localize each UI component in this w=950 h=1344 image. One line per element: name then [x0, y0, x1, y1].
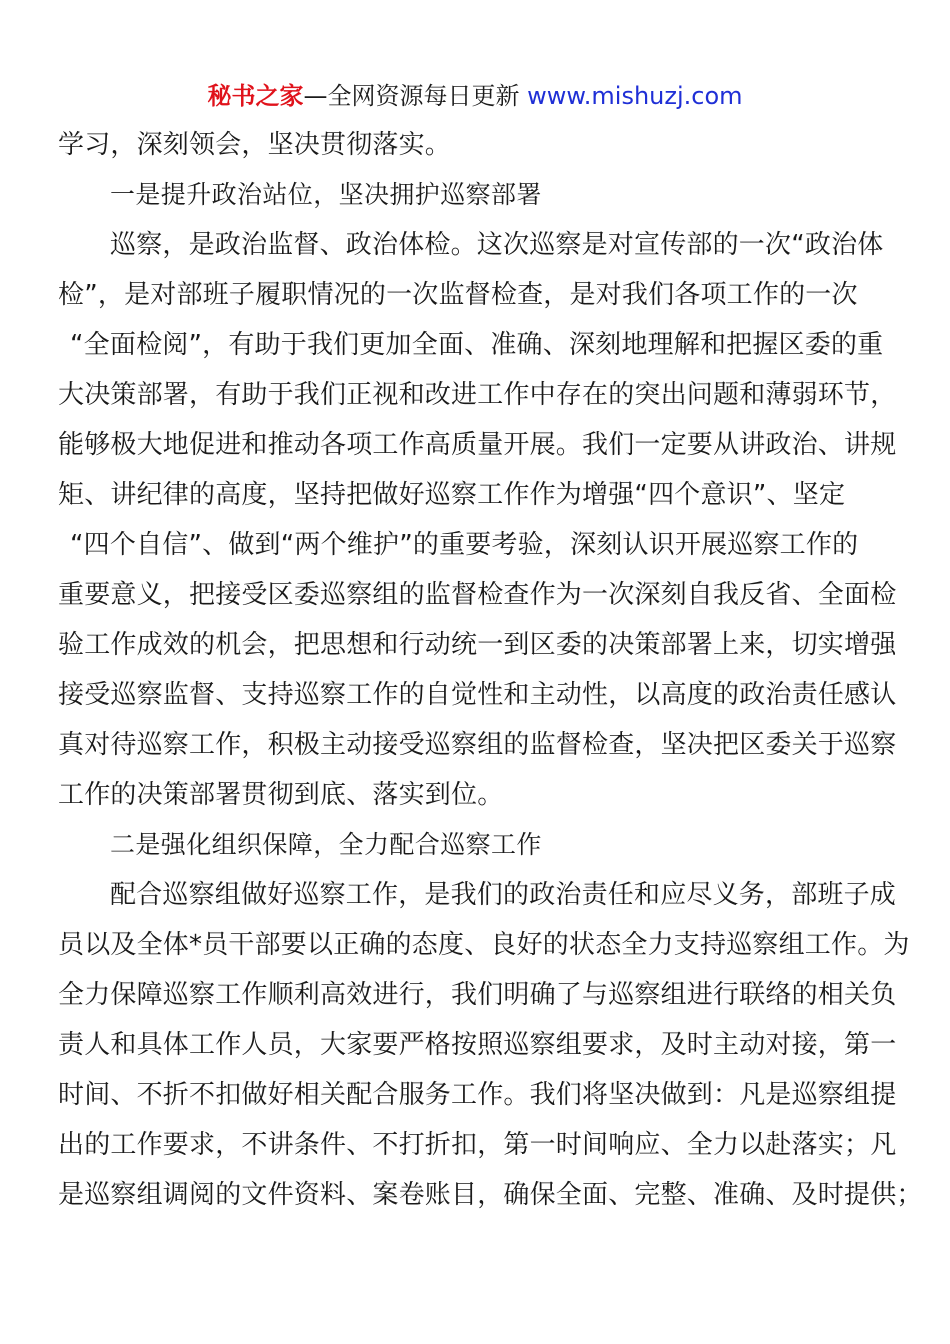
body-line: 配合巡察组做好巡察工作，是我们的政治责任和应尽义务，部班子成 [110, 880, 897, 910]
body-line: 验工作成效的机会，把思想和行动统一到区委的决策部署上来，切实增强 [58, 630, 897, 660]
body-line: 重要意义，把接受区委巡察组的监督检查作为一次深刻自我反省、全面检 [58, 580, 897, 610]
body-line: 是巡察组调阅的文件资料、案卷账目，确保全面、完整、准确、及时提供； [58, 1180, 923, 1210]
body-line: “四个自信”、做到“两个维护”的重要考验，深刻认识开展巡察工作的 [70, 530, 859, 560]
body-line: 巡察，是政治监督、政治体检。这次巡察是对宣传部的一次“政治体 [110, 230, 884, 260]
site-url: www.mishuzj.com [527, 82, 743, 110]
header-slogan: —全网资源每日更新 [303, 82, 528, 110]
body-line: 责人和具体工作人员，大家要严格按照巡察组要求，及时主动对接，第一 [58, 1030, 897, 1060]
body-line: 员以及全体*员干部要以正确的态度、良好的状态全力支持巡察组工作。为 [58, 930, 910, 960]
site-header [0, 80, 950, 112]
body-line: 大决策部署，有助于我们正视和改进工作中存在的突出问题和薄弱环节， [58, 380, 897, 410]
body-line: 学习，深刻领会，坚决贯彻落实。 [58, 130, 452, 160]
body-line: 全力保障巡察工作顺利高效进行，我们明确了与巡察组进行联络的相关负 [58, 980, 897, 1010]
body-line: 接受巡察监督、支持巡察工作的自觉性和主动性，以高度的政治责任感认 [58, 680, 897, 710]
body-line: 检”，是对部班子履职情况的一次监督检查，是对我们各项工作的一次 [58, 280, 858, 310]
body-line: 出的工作要求，不讲条件、不打折扣，第一时间响应、全力以赴落实；凡 [58, 1130, 897, 1160]
section-heading: 二是强化组织保障，全力配合巡察工作 [110, 830, 542, 859]
body-line: 能够极大地促进和推动各项工作高质量开展。我们一定要从讲政治、讲规 [58, 430, 897, 460]
body-line: 真对待巡察工作，积极主动接受巡察组的监督检查，坚决把区委关于巡察 [58, 730, 897, 760]
body-line: 矩、讲纪律的高度，坚持把做好巡察工作作为增强“四个意识”、坚定 [58, 480, 846, 510]
section-heading: 一是提升政治站位，坚决拥护巡察部署 [110, 180, 542, 209]
body-line: 工作的决策部署贯彻到底、落实到位。 [58, 780, 504, 810]
body-line: 时间、不折不扣做好相关配合服务工作。我们将坚决做到：凡是巡察组提 [58, 1080, 897, 1110]
brand-name: 秘书之家 [207, 82, 304, 110]
body-line: “全面检阅”，有助于我们更加全面、准确、深刻地理解和把握区委的重 [70, 330, 884, 360]
